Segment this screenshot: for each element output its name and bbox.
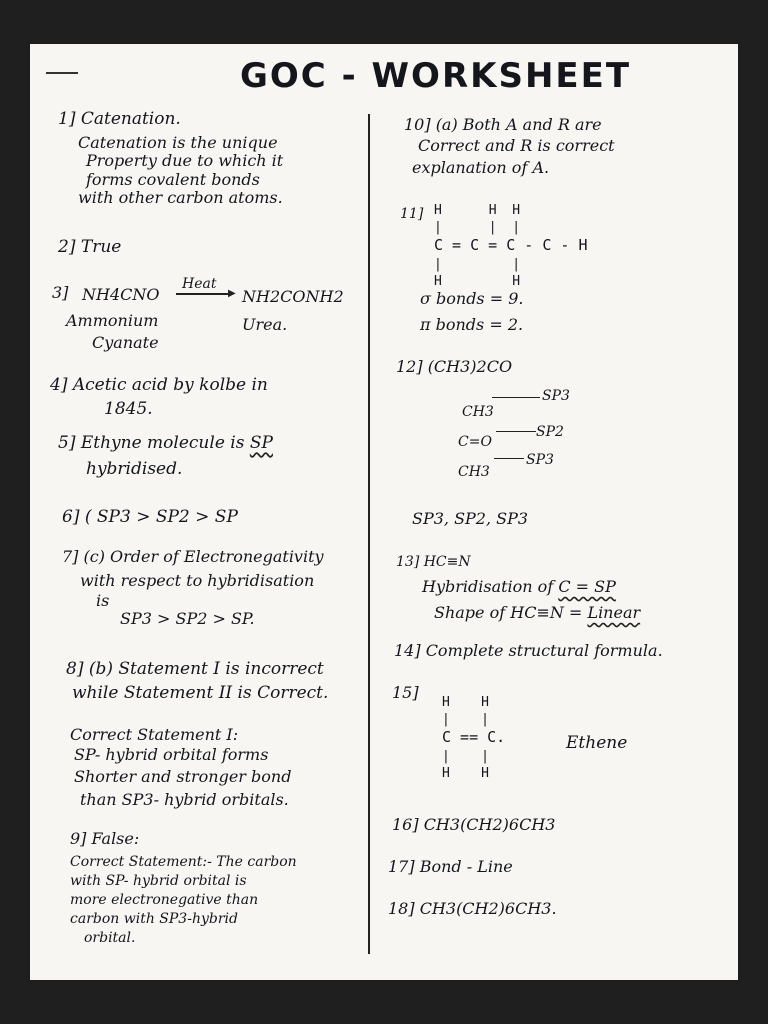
q11-struct-row: | | | bbox=[434, 220, 521, 236]
q9-heading: 9] False: bbox=[70, 829, 140, 848]
q7-line-2: with respect to hybridisation bbox=[80, 571, 315, 590]
q12-arrow-bottom bbox=[494, 458, 524, 459]
q10-line: explanation of A. bbox=[412, 157, 550, 177]
q11-number: 11] bbox=[400, 206, 424, 222]
q3-reactant: NH4CNO bbox=[82, 285, 160, 304]
q13-shape-label: Shape of HC≡N = bbox=[434, 603, 583, 622]
q9-line: carbon with SP3-hybrid bbox=[70, 911, 238, 928]
q11-structure bbox=[434, 202, 588, 290]
q13-heading: 13] HC≡N bbox=[396, 554, 471, 570]
q11-pi-bonds: π bonds = 2. bbox=[420, 315, 524, 334]
q15-name: Ethene bbox=[566, 733, 628, 753]
column-divider bbox=[368, 114, 370, 954]
q13-hyb-value: C = SP bbox=[558, 577, 616, 596]
q3-product: NH2CONH2 bbox=[242, 287, 344, 306]
q8-correct-line: Shorter and stronger bond bbox=[74, 767, 292, 787]
q15-struct-row: H H bbox=[442, 695, 489, 710]
q7-line-4: SP3 > SP2 > SP. bbox=[120, 609, 255, 628]
q9-body bbox=[70, 854, 297, 946]
q1-line: Catenation is the unique bbox=[78, 133, 278, 152]
q10-answer bbox=[404, 116, 615, 177]
q12-summary: SP3, SP2, SP3 bbox=[412, 509, 529, 528]
q1-answer bbox=[78, 134, 283, 208]
q12-carbonyl: C=O bbox=[458, 434, 492, 450]
q1-number: 1] bbox=[58, 109, 76, 129]
q7-line-1: 7] (c) Order of Electronegativity bbox=[62, 547, 324, 566]
q3-arrow bbox=[176, 293, 232, 295]
q13-hyb-label: Hybridisation of bbox=[422, 577, 554, 596]
q7-line-3: is bbox=[96, 591, 110, 610]
q3-reactant-name: Ammonium bbox=[66, 311, 159, 330]
q12-arrow-top bbox=[492, 397, 540, 398]
q11-sigma-bonds: σ bonds = 9. bbox=[420, 289, 524, 308]
q5-hybrid: SP bbox=[249, 433, 273, 453]
q15-struct-row: | | bbox=[442, 749, 489, 765]
worksheet-page bbox=[30, 44, 738, 980]
q3-product-name: Urea. bbox=[242, 315, 288, 334]
q8-correct-line: than SP3- hybrid orbitals. bbox=[80, 789, 289, 809]
q15-struct-row: C == C. bbox=[442, 728, 506, 747]
q11-struct-row: | | bbox=[434, 257, 521, 273]
q9-line: Correct Statement:- The carbon bbox=[70, 854, 297, 870]
q17-answer: 17] Bond - Line bbox=[388, 857, 513, 876]
q4-line-2: 1845. bbox=[104, 399, 153, 419]
q1-line: with other carbon atoms. bbox=[78, 188, 283, 208]
q5-line-1 bbox=[58, 434, 273, 454]
q13-line-1 bbox=[422, 578, 616, 596]
q1-heading bbox=[58, 110, 181, 130]
q14-answer: 14] Complete structural formula. bbox=[394, 641, 663, 660]
q4-line-1: 4] Acetic acid by kolbe in bbox=[50, 375, 268, 395]
q6-answer: 6] ( SP3 > SP2 > SP bbox=[62, 507, 238, 527]
q9-line: orbital. bbox=[84, 930, 136, 947]
q12-arrow-mid bbox=[496, 431, 536, 432]
q2-answer: 2] True bbox=[58, 237, 122, 257]
q12-ch3-top: CH3 bbox=[462, 404, 494, 420]
q1-line: Property due to which it bbox=[86, 151, 284, 171]
q3-reactant-name-2: Cyanate bbox=[92, 333, 159, 352]
q10-line: Correct and R is correct bbox=[418, 136, 615, 156]
q15-structure bbox=[442, 694, 505, 782]
q3-number: 3] bbox=[52, 283, 69, 302]
q18-answer: 18] CH3(CH2)6CH3. bbox=[388, 899, 557, 918]
page-title: GOC - WORKSHEET bbox=[240, 56, 632, 96]
q12-heading: 12] (CH3)2CO bbox=[396, 357, 513, 376]
q8-correct-body bbox=[74, 746, 291, 809]
q12-sp3-bottom: SP3 bbox=[526, 452, 554, 468]
q8-correct-heading: Correct Statement I: bbox=[70, 725, 239, 744]
q13-shape-value: Linear bbox=[587, 603, 641, 622]
q1-line: forms covalent bonds bbox=[86, 169, 260, 189]
q3-heat-label: Heat bbox=[182, 276, 217, 292]
q9-line: more electronegative than bbox=[70, 892, 259, 909]
q12-sp2: SP2 bbox=[536, 424, 564, 440]
q11-struct-row: C = C = C - C - H bbox=[434, 236, 588, 255]
q11-struct-row: H H bbox=[434, 274, 521, 290]
q11-struct-row: H H H bbox=[434, 203, 521, 218]
title-dash bbox=[46, 72, 78, 74]
q1-head-text: Catenation. bbox=[80, 109, 181, 129]
q8-line-1: 8] (b) Statement I is incorrect bbox=[66, 659, 324, 679]
q5-text: 5] Ethyne molecule is bbox=[58, 433, 245, 453]
q9-line: with SP- hybrid orbital is bbox=[70, 873, 247, 890]
q12-ch3-bottom: CH3 bbox=[458, 464, 490, 480]
q13-line-2 bbox=[434, 604, 640, 622]
q8-line-2: while Statement II is Correct. bbox=[72, 683, 329, 703]
q5-line-2: hybridised. bbox=[86, 459, 183, 479]
q3-arrow-head: ▶ bbox=[228, 288, 236, 299]
q16-answer: 16] CH3(CH2)6CH3 bbox=[392, 815, 556, 834]
q12-sp3-top: SP3 bbox=[542, 388, 570, 404]
q10-line: 10] (a) Both A and R are bbox=[404, 115, 602, 134]
q15-number: 15] bbox=[392, 683, 419, 702]
q15-struct-row: H H bbox=[442, 766, 489, 782]
q15-struct-row: | | bbox=[442, 712, 489, 728]
q8-correct-line: SP- hybrid orbital forms bbox=[74, 745, 269, 764]
